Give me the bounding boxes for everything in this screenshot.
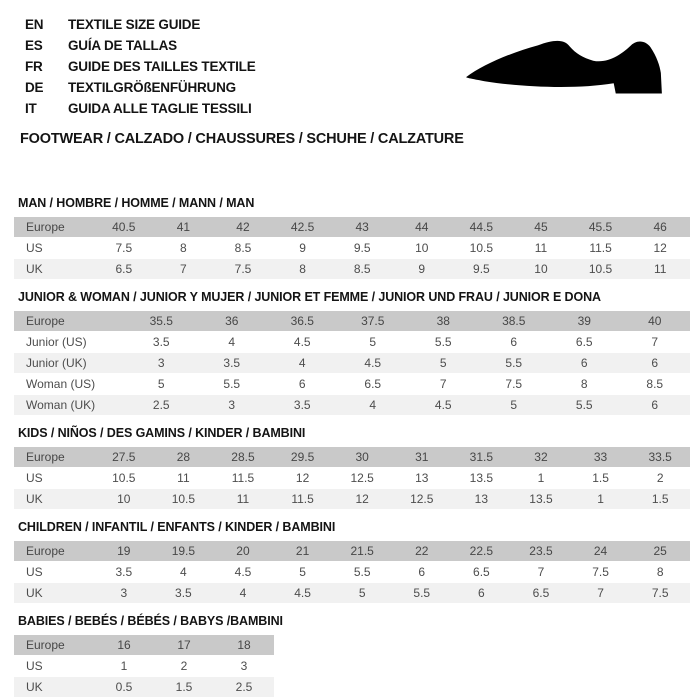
row-label: Europe [14,311,126,332]
row-label: US [14,468,94,489]
size-value: 4 [338,395,409,416]
size-value: 45.5 [571,217,631,238]
language-code: IT [25,101,37,116]
section-heading: KIDS / NIÑOS / DES GAMINS / KINDER / BAMBINI [18,426,306,440]
size-value: 6 [549,353,620,374]
size-value: 44 [392,217,452,238]
size-value: 7 [511,562,571,583]
size-value: 7 [154,259,214,280]
size-value: 5.5 [197,374,268,395]
size-table-row [14,395,690,416]
size-value: 41 [154,217,214,238]
size-value: 27.5 [94,447,154,468]
size-value: 21.5 [332,541,392,562]
size-value: 17 [154,635,214,656]
size-value: 1.5 [154,677,214,698]
size-value: 5.5 [549,395,620,416]
size-value: 42 [213,217,273,238]
size-table-header-row [14,541,690,562]
size-value: 10.5 [154,489,214,510]
language-row [25,77,256,98]
man-size-table [14,217,690,280]
size-value: 6.5 [511,583,571,604]
size-value: 13.5 [511,489,571,510]
size-value: 7 [571,583,631,604]
language-title: GUÍA DE TALLAS [68,38,177,53]
size-value: 16 [94,635,154,656]
size-value: 10.5 [571,259,631,280]
row-label: US [14,562,94,583]
size-value: 35.5 [126,311,197,332]
size-value: 6 [479,332,550,353]
size-value: 8 [273,259,333,280]
size-table-row [14,374,690,395]
size-value: 45 [511,217,571,238]
size-value: 11 [630,259,690,280]
size-table-row [14,332,690,353]
size-value: 36.5 [267,311,338,332]
section-heading: BABIES / BEBÉS / BÉBÉS / BABYS /BAMBINI [18,614,283,628]
size-value: 3 [94,583,154,604]
size-value: 5.5 [408,332,479,353]
size-table-row [14,562,690,583]
size-table-header-row [14,311,690,332]
size-value: 11.5 [571,238,631,259]
size-value: 3 [126,353,197,374]
size-value: 46 [630,217,690,238]
size-value: 5 [408,353,479,374]
size-value: 19.5 [154,541,214,562]
section-heading: JUNIOR & WOMAN / JUNIOR Y MUJER / JUNIOR ET FEMME / JUNIOR UND FRAU / JUNIOR E DONA [18,290,601,304]
size-value: 8.5 [213,238,273,259]
size-table-header-row [14,217,690,238]
size-value: 19 [94,541,154,562]
section-man [14,196,690,280]
language-title: GUIDA ALLE TAGLIE TESSILI [68,101,252,116]
row-label: UK [14,677,94,698]
size-value: 6 [452,583,512,604]
language-code: FR [25,59,43,74]
size-value: 8 [630,562,690,583]
size-value: 2.5 [126,395,197,416]
size-value: 4.5 [408,395,479,416]
size-value: 7.5 [94,238,154,259]
row-label: Europe [14,541,94,562]
size-table-row [14,677,274,698]
size-tables [14,196,690,698]
size-value: 2 [630,468,690,489]
size-value: 6 [267,374,338,395]
size-value: 7 [408,374,479,395]
size-value: 10.5 [452,238,512,259]
size-table-row [14,238,690,259]
row-label: Europe [14,217,94,238]
size-value: 24 [571,541,631,562]
size-value: 11.5 [213,468,273,489]
size-value: 7.5 [213,259,273,280]
size-value: 6 [392,562,452,583]
size-value: 2.5 [214,677,274,698]
size-value: 8.5 [332,259,392,280]
size-value: 38.5 [479,311,550,332]
language-title: TEXTILGRÖßENFÜHRUNG [68,80,236,95]
size-value: 6.5 [94,259,154,280]
size-value: 8 [549,374,620,395]
size-value: 13.5 [452,468,512,489]
size-value: 5 [273,562,333,583]
size-value: 7.5 [630,583,690,604]
size-table-row [14,468,690,489]
size-value: 3.5 [94,562,154,583]
size-value: 4.5 [273,583,333,604]
size-value: 12 [630,238,690,259]
size-value: 4 [197,332,268,353]
language-title-block [25,14,256,119]
size-value: 7 [620,332,691,353]
size-value: 37.5 [338,311,409,332]
size-value: 7.5 [571,562,631,583]
language-row [25,98,256,119]
size-value: 5.5 [392,583,452,604]
size-value: 4.5 [267,332,338,353]
size-value: 11 [511,238,571,259]
row-label: UK [14,489,94,510]
size-value: 12 [332,489,392,510]
dress-shoe-icon [462,38,667,108]
size-value: 33.5 [630,447,690,468]
size-table-header-row [14,635,274,656]
size-table-row [14,656,274,677]
size-value: 7.5 [479,374,550,395]
size-table-row [14,353,690,374]
language-code: ES [25,38,43,53]
junior-woman-size-table [14,311,690,416]
size-value: 11 [154,468,214,489]
size-value: 3.5 [267,395,338,416]
row-label: Europe [14,447,94,468]
size-value: 8 [154,238,214,259]
size-value: 6 [620,395,691,416]
size-value: 44.5 [452,217,512,238]
size-value: 10 [94,489,154,510]
size-value: 28 [154,447,214,468]
row-label: Europe [14,635,94,656]
children-size-table [14,541,690,604]
size-value: 8.5 [620,374,691,395]
size-value: 4.5 [338,353,409,374]
size-value: 9 [392,259,452,280]
size-value: 12 [273,468,333,489]
section-babies [14,614,690,698]
row-label: Woman (UK) [14,395,126,416]
size-value: 10 [511,259,571,280]
size-value: 40 [620,311,691,332]
size-value: 42.5 [273,217,333,238]
size-value: 32 [511,447,571,468]
size-value: 10 [392,238,452,259]
size-value: 4 [154,562,214,583]
language-row [25,56,256,77]
size-table-row [14,259,690,280]
size-table-row [14,583,690,604]
row-label: Junior (UK) [14,353,126,374]
kids-size-table [14,447,690,510]
size-value: 43 [332,217,392,238]
language-code: DE [25,80,44,95]
size-value: 18 [214,635,274,656]
size-value: 12.5 [332,468,392,489]
size-value: 3 [197,395,268,416]
size-value: 5 [338,332,409,353]
language-title: TEXTILE SIZE GUIDE [68,17,201,32]
size-value: 6.5 [549,332,620,353]
size-value: 9 [273,238,333,259]
size-value: 4.5 [213,562,273,583]
size-value: 3.5 [154,583,214,604]
size-value: 0.5 [94,677,154,698]
size-value: 39 [549,311,620,332]
row-label: UK [14,583,94,604]
row-label: US [14,238,94,259]
section-junior-woman [14,290,690,416]
size-value: 2 [154,656,214,677]
size-value: 31 [392,447,452,468]
size-value: 1 [511,468,571,489]
size-value: 3.5 [126,332,197,353]
size-value: 6.5 [338,374,409,395]
size-value: 1 [94,656,154,677]
size-value: 1.5 [571,468,631,489]
size-table-header-row [14,447,690,468]
language-title: GUIDE DES TAILLES TEXTILE [68,59,256,74]
size-value: 4 [213,583,273,604]
size-value: 11 [213,489,273,510]
size-value: 20 [213,541,273,562]
size-value: 3 [214,656,274,677]
size-value: 38 [408,311,479,332]
size-value: 33 [571,447,631,468]
size-value: 1 [571,489,631,510]
size-value: 1.5 [630,489,690,510]
section-kids [14,426,690,510]
section-children [14,520,690,604]
size-value: 29.5 [273,447,333,468]
size-value: 22 [392,541,452,562]
language-row [25,35,256,56]
size-value: 22.5 [452,541,512,562]
size-value: 5 [479,395,550,416]
section-heading: CHILDREN / INFANTIL / ENFANTS / KINDER / BAMBINI [18,520,336,534]
language-code: EN [25,17,44,32]
row-label: US [14,656,94,677]
babies-size-table [14,635,274,698]
size-value: 13 [452,489,512,510]
size-value: 36 [197,311,268,332]
size-value: 9.5 [332,238,392,259]
size-value: 30 [332,447,392,468]
size-value: 31.5 [452,447,512,468]
size-value: 5.5 [332,562,392,583]
size-value: 10.5 [94,468,154,489]
row-label: Woman (US) [14,374,126,395]
size-value: 13 [392,468,452,489]
size-value: 6.5 [452,562,512,583]
size-value: 11.5 [273,489,333,510]
size-value: 5 [332,583,392,604]
section-heading: MAN / HOMBRE / HOMME / MANN / MAN [18,196,255,210]
size-value: 28.5 [213,447,273,468]
size-value: 5.5 [479,353,550,374]
size-value: 25 [630,541,690,562]
row-label: Junior (US) [14,332,126,353]
size-value: 5 [126,374,197,395]
size-value: 12.5 [392,489,452,510]
size-value: 23.5 [511,541,571,562]
size-value: 9.5 [452,259,512,280]
size-table-row [14,489,690,510]
row-label: UK [14,259,94,280]
size-value: 40.5 [94,217,154,238]
category-line: FOOTWEAR / CALZADO / CHAUSSURES / SCHUHE / CALZATURE [20,131,464,147]
size-value: 3.5 [197,353,268,374]
size-value: 21 [273,541,333,562]
size-value: 4 [267,353,338,374]
size-value: 6 [620,353,691,374]
language-row [25,14,256,35]
